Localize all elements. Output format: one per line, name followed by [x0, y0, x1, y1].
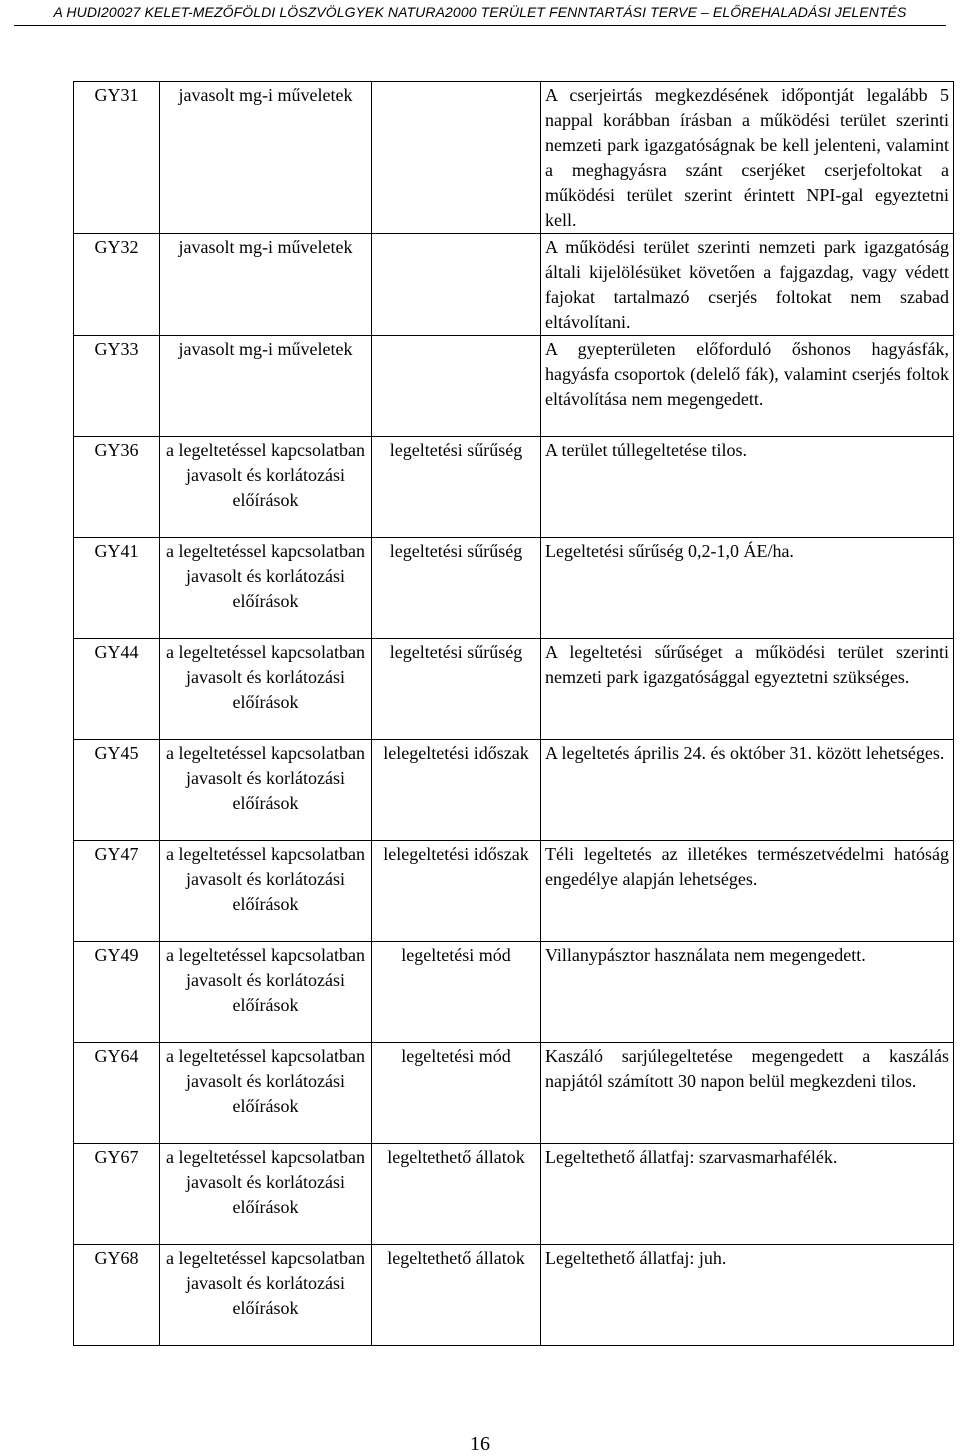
row-description: A cserjeirtás megkezdésének időpontját legalább 5 nappal korábban írásban a működési terület szerinti nemzeti park igazgatóságnak be kell jelenteni, valamint a meghagyásra szánt cserjéket cserjefoltokat a működési terület szerint érintett NPI-gal egyeztetni kell.: [541, 82, 954, 234]
table-row: [74, 336, 954, 437]
row-topic: javasolt mg-i műveletek: [160, 82, 372, 234]
row-code: GY44: [74, 639, 160, 740]
table-row: [74, 82, 954, 234]
row-parameter: legeltetési mód: [372, 942, 541, 1043]
row-topic: a legeltetéssel kapcsolatban javasolt és korlátozási előírások: [160, 437, 372, 538]
table-row: [74, 841, 954, 942]
table-row: [74, 1245, 954, 1346]
row-description: A legeltetés április 24. és október 31. között lehetséges.: [541, 740, 954, 841]
row-code: GY67: [74, 1144, 160, 1245]
row-parameter: legeltetési sűrűség: [372, 538, 541, 639]
row-topic: a legeltetéssel kapcsolatban javasolt és korlátozási előírások: [160, 1245, 372, 1346]
row-code: GY47: [74, 841, 160, 942]
row-parameter: legeltethető állatok: [372, 1144, 541, 1245]
table-row: [74, 234, 954, 336]
row-parameter: lelegeltetési időszak: [372, 841, 541, 942]
row-description: Villanypásztor használata nem megengedett.: [541, 942, 954, 1043]
row-topic: a legeltetéssel kapcsolatban javasolt és korlátozási előírások: [160, 942, 372, 1043]
running-header: A HUDI20027 KELET-MEZŐFÖLDI LÖSZVÖLGYEK NATURA2000 TERÜLET FENNTARTÁSI TERVE – ELŐREHALADÁSI JELENTÉS: [53, 4, 907, 20]
row-code: GY31: [74, 82, 160, 234]
row-parameter: [372, 82, 541, 234]
row-code: GY32: [74, 234, 160, 336]
row-code: GY36: [74, 437, 160, 538]
row-description: A terület túllegeltetése tilos.: [541, 437, 954, 538]
row-description: A gyepterületen előforduló őshonos hagyásfák, hagyásfa csoportok (delelő fák), valamint cserjés foltok eltávolítása nem megengedett.: [541, 336, 954, 437]
row-code: GY64: [74, 1043, 160, 1144]
row-parameter: legeltetési sűrűség: [372, 437, 541, 538]
row-parameter: legeltetési mód: [372, 1043, 541, 1144]
row-description: A legeltetési sűrűséget a működési terület szerinti nemzeti park igazgatósággal egyeztetni szükséges.: [541, 639, 954, 740]
table-row: [74, 1043, 954, 1144]
row-description: Kaszáló sarjúlegeltetése megengedett a kaszálás napjától számított 30 napon belül megkezdeni tilos.: [541, 1043, 954, 1144]
row-description: Legeltethető állatfaj: szarvasmarhafélék.: [541, 1144, 954, 1245]
table-row: [74, 942, 954, 1043]
row-code: GY33: [74, 336, 160, 437]
table-row: [74, 639, 954, 740]
row-topic: javasolt mg-i műveletek: [160, 234, 372, 336]
regulations-table: [73, 81, 954, 1346]
page-number: 16: [470, 1433, 490, 1455]
table-row: [74, 538, 954, 639]
table-row: [74, 740, 954, 841]
table-row: [74, 437, 954, 538]
row-parameter: legeltethető állatok: [372, 1245, 541, 1346]
row-description: Legeltetési sűrűség 0,2-1,0 ÁE/ha.: [541, 538, 954, 639]
row-parameter: legeltetési sűrűség: [372, 639, 541, 740]
row-topic: a legeltetéssel kapcsolatban javasolt és korlátozási előírások: [160, 1043, 372, 1144]
row-code: GY45: [74, 740, 160, 841]
row-description: A működési terület szerinti nemzeti park igazgatóság általi kijelölésüket követően a fajgazdag, vagy védett fajokat tartalmazó cserjés foltokat nem szabad eltávolítani.: [541, 234, 954, 336]
table-row: [74, 1144, 954, 1245]
row-parameter: [372, 336, 541, 437]
row-topic: javasolt mg-i műveletek: [160, 336, 372, 437]
row-topic: a legeltetéssel kapcsolatban javasolt és korlátozási előírások: [160, 841, 372, 942]
row-topic: a legeltetéssel kapcsolatban javasolt és korlátozási előírások: [160, 538, 372, 639]
row-description: Legeltethető állatfaj: juh.: [541, 1245, 954, 1346]
row-parameter: [372, 234, 541, 336]
row-code: GY68: [74, 1245, 160, 1346]
row-code: GY41: [74, 538, 160, 639]
row-topic: a legeltetéssel kapcsolatban javasolt és korlátozási előírások: [160, 740, 372, 841]
header-rule: [14, 25, 946, 26]
row-description: Téli legeltetés az illetékes természetvédelmi hatóság engedélye alapján lehetséges.: [541, 841, 954, 942]
row-code: GY49: [74, 942, 160, 1043]
row-topic: a legeltetéssel kapcsolatban javasolt és korlátozási előírások: [160, 639, 372, 740]
row-topic: a legeltetéssel kapcsolatban javasolt és korlátozási előírások: [160, 1144, 372, 1245]
row-parameter: lelegeltetési időszak: [372, 740, 541, 841]
